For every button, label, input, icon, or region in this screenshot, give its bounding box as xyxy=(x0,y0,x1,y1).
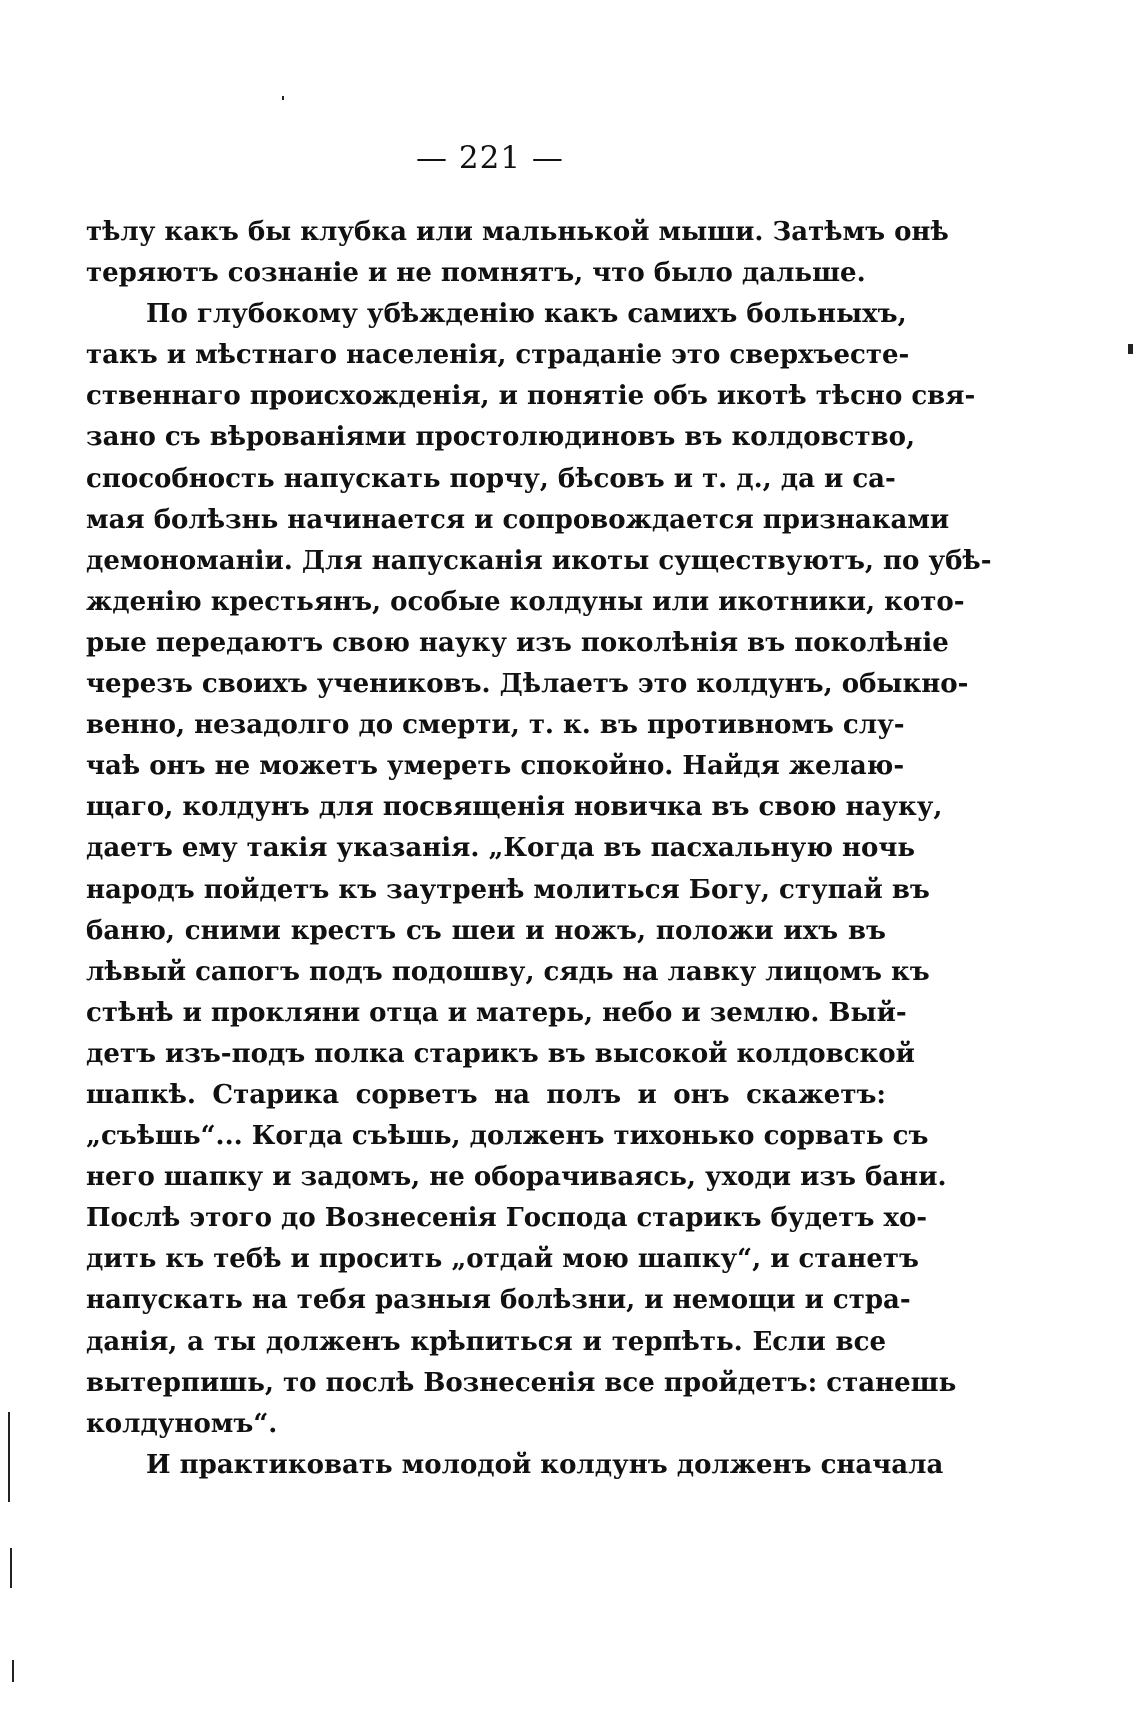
scan-speck xyxy=(282,96,284,100)
text-line: демономаніи. Для напусканія икоты существуютъ, по убѣ- xyxy=(86,545,992,576)
text-line: щаго, колдунъ для посвященія новичка въ свою науку, xyxy=(86,792,943,823)
text-line: черезъ своихъ учениковъ. Дѣлаетъ это колдунъ, обыкно- xyxy=(86,669,969,700)
scan-speck xyxy=(1128,344,1133,354)
text-line: жденію крестьянъ, особые колдуны или икотники, кото- xyxy=(86,586,965,617)
text-line: детъ изъ-подъ полка старикъ въ высокой колдовской xyxy=(86,1038,915,1069)
text-line: мая болѣзнь начинается и сопровождается признаками xyxy=(86,504,950,535)
text-line: баню, сними крестъ съ шеи и ножъ, положи ихъ въ xyxy=(86,915,886,946)
text-line: зано съ вѣрованіями простолюдиновъ въ колдовство, xyxy=(86,422,916,453)
text-line: напускать на тебя разныя болѣзни, и немощи и стра- xyxy=(86,1285,911,1316)
text-line: народъ пойдетъ къ заутренѣ молиться Богу, ступай въ xyxy=(86,874,930,905)
text-line: И практиковать молодой колдунъ долженъ сначала xyxy=(146,1449,944,1480)
text-line: По глубокому убѣжденію какъ самихъ больныхъ, xyxy=(146,299,907,330)
scan-speck xyxy=(8,1412,10,1502)
page-number: — 221 — xyxy=(416,140,564,176)
text-line: рые передаютъ свою науку изъ поколѣнія въ поколѣніе xyxy=(86,627,949,658)
text-line: даетъ ему такія указанія. „Когда въ пасхальную ночь xyxy=(86,833,916,864)
text-line: него шапку и задомъ, не оборачиваясь, уходи изъ бани. xyxy=(86,1162,947,1193)
text-line: тѣлу какъ бы клубка или мальнькой мыши. Затѣмъ онѣ xyxy=(86,217,949,247)
text-line: венно, незадолго до смерти, т. к. въ противномъ слу- xyxy=(86,710,905,741)
text-line: шапкѣ. Старика сорветъ на полъ и онъ скажетъ: xyxy=(86,1079,886,1110)
text-line: „съѣшь“... Когда съѣшь, долженъ тихонько сорвать съ xyxy=(86,1121,929,1152)
text-line: теряютъ сознаніе и не помнятъ, что было дальше. xyxy=(86,258,866,289)
text-line: способность напускать порчу, бѣсовъ и т. д., да и са- xyxy=(86,463,896,494)
text-line: дить къ тебѣ и просить „отдай мою шапку“, и станетъ xyxy=(86,1244,919,1275)
text-line: лѣвый сапогъ подъ подошву, сядь на лавку лицомъ къ xyxy=(86,956,930,987)
text-line: ственнаго происхожденія, и понятіе объ икотѣ тѣсно свя- xyxy=(86,381,976,412)
text-line: стѣнѣ и прокляни отца и матерь, небо и землю. Вый- xyxy=(86,997,907,1028)
text-line: такъ и мѣстнаго населенія, страданіе это сверхъесте- xyxy=(86,340,910,371)
text-line: Послѣ этого до Вознесенія Господа старикъ будетъ хо- xyxy=(86,1203,928,1234)
scan-speck xyxy=(10,1548,12,1588)
text-line: колдуномъ“. xyxy=(86,1408,278,1439)
text-line: чаѣ онъ не можетъ умереть спокойно. Найдя желаю- xyxy=(86,751,905,782)
body-text xyxy=(86,212,992,1486)
text-line: данія, а ты долженъ крѣпиться и терпѣть. Если все xyxy=(86,1326,886,1357)
scan-speck xyxy=(12,1660,14,1682)
text-line: вытерпишь, то послѣ Вознесенія все пройдетъ: станешь xyxy=(86,1367,957,1398)
